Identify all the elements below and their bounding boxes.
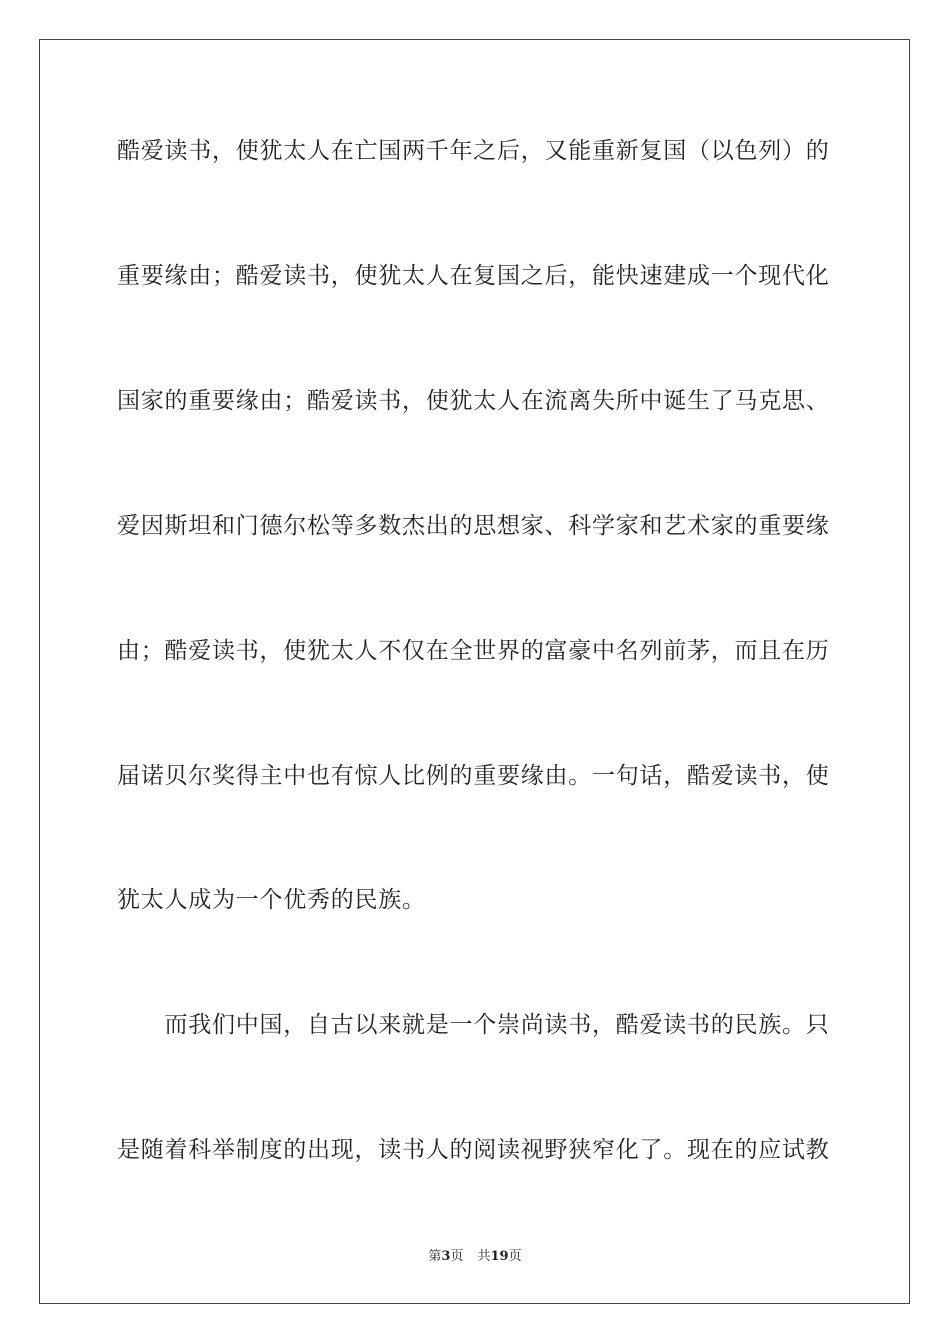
footer-page-suffix: 页: [450, 1249, 464, 1264]
footer-total-pages: 19: [490, 1249, 509, 1264]
footer-page-number: 3: [441, 1249, 451, 1264]
footer-page-prefix: 第: [428, 1249, 442, 1264]
footer-total-prefix: 共: [477, 1249, 491, 1264]
page-border: [39, 39, 910, 1304]
body-text-line-5: 由；酷爱读书，使犹太人不仅在全世界的富豪中名列前茅，而且在历: [117, 638, 830, 664]
body-text-line-8: 而我们中国，自古以来就是一个崇尚读书，酷爱读书的民族。只: [117, 1012, 830, 1038]
body-text-line-2: 重要缘由；酷爱读书，使犹太人在复国之后，能快速建成一个现代化: [117, 263, 830, 289]
body-text-line-9: 是随着科举制度的出现，读书人的阅读视野狭窄化了。现在的应试教: [117, 1137, 830, 1163]
footer-total-suffix: 页: [508, 1249, 522, 1264]
body-text-line-1: 酷爱读书，使犹太人在亡国两千年之后，又能重新复国（以色列）的: [117, 138, 830, 164]
page-footer: [0, 1248, 950, 1266]
body-text-line-4: 爱因斯坦和门德尔松等多数杰出的思想家、科学家和艺术家的重要缘: [117, 513, 830, 539]
body-text-line-7: 犹太人成为一个优秀的民族。: [117, 887, 426, 913]
body-text-line-6: 届诺贝尔奖得主中也有惊人比例的重要缘由。一句话，酷爱读书，使: [117, 763, 830, 789]
body-text-line-3: 国家的重要缘由；酷爱读书，使犹太人在流离失所中诞生了马克思、: [117, 388, 830, 414]
